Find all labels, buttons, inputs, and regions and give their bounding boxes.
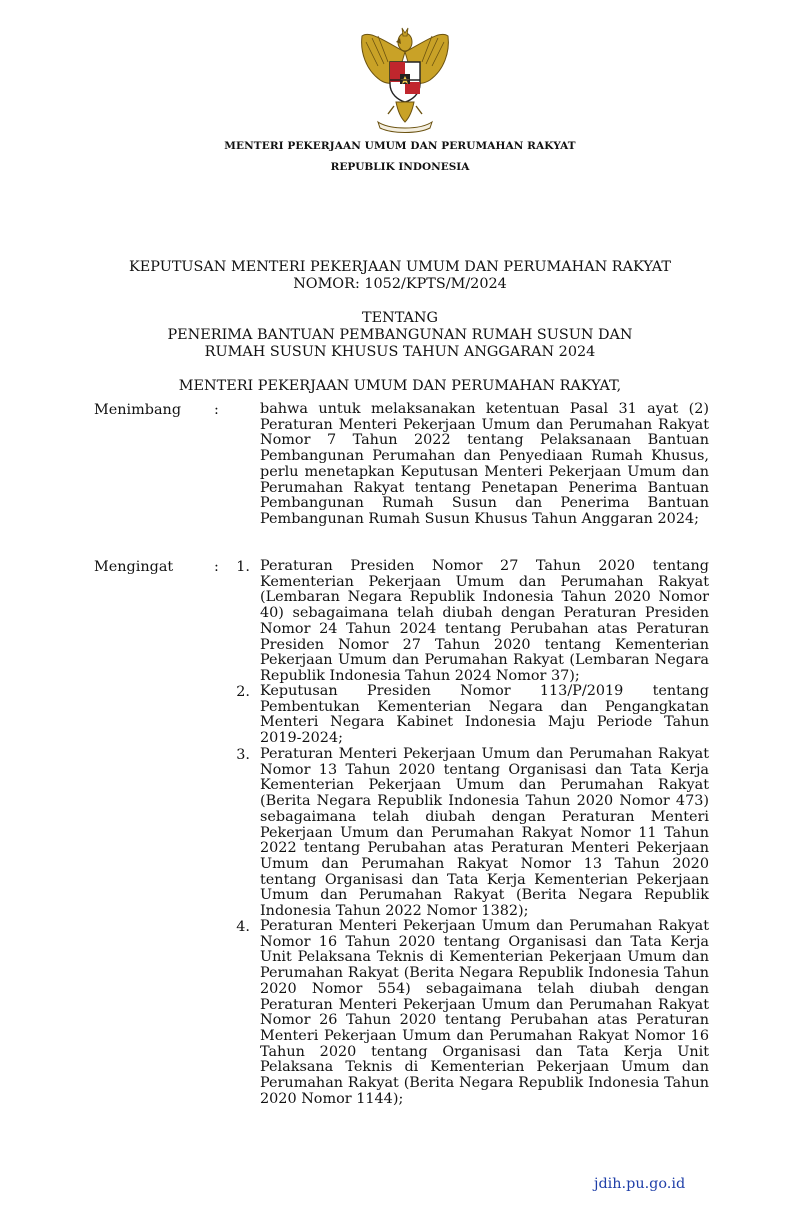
decree-number: NOMOR: 1052/KPTS/M/2024 (293, 276, 507, 292)
garuda-emblem (356, 22, 454, 134)
menimbang-colon: : (214, 402, 219, 418)
issuer-line: MENTERI PEKERJAAN UMUM DAN PERUMAHAN RAKYAT, (178, 378, 622, 394)
mengingat-item-1-text: Peraturan Presiden Nomor 27 Tahun 2020 tentang Kementerian Pekerjaan Umum dan Perumahan Rakyat (Lembaran Negara Republik Indonesia Tahun 2020 Nomor 40) sebagaimana telah diubah dengan Peraturan Presiden Nomor 24 Tahun 2024 tentang Perubahan atas Peraturan Presiden Nomor 27 Tahun 2020 tentang Kementerian Pekerjaan Umum dan Perumahan Rakyat (Lembaran Negara Republik Indonesia Tahun 2024 Nomor 37); (260, 558, 709, 684)
mengingat-item-2-text: Keputusan Presiden Nomor 113/P/2019 tentang Pembentukan Kementerian Negara dan Pengangkatan Menteri Negara Kabinet Indonesia Maju Periode Tahun 2019-2024; (260, 683, 709, 747)
mengingat-label: Mengingat (94, 559, 174, 575)
garuda-icon (356, 22, 454, 134)
footer-website: jdih.pu.go.id (594, 1176, 686, 1192)
mengingat-colon: : (214, 559, 219, 575)
mengingat-item-4-text: Peraturan Menteri Pekerjaan Umum dan Perumahan Rakyat Nomor 16 Tahun 2020 tentang Organisasi dan Tata Kerja Unit Pelaksana Teknis di Kementerian Pekerjaan Umum dan Perumahan Rakyat (Berita Negara Republik Indonesia Tahun 2020 Nomor 554) sebagaimana telah diubah dengan Peraturan Menteri Pekerjaan Umum dan Perumahan Rakyat Nomor 26 Tahun 2020 tentang Perubahan atas Peraturan Menteri Pekerjaan Umum dan Perumahan Rakyat Nomor 16 Tahun 2020 tentang Organisasi dan Tata Kerja Unit Pelaksana Teknis di Kementerian Pekerjaan Umum dan Perumahan Rakyat (Berita Negara Republik Indonesia Tahun 2020 Nomor 1144); (260, 918, 709, 1107)
mengingat-item-4-number: 4. (236, 919, 250, 935)
country-heading: REPUBLIK INDONESIA (330, 161, 470, 173)
decree-subject-line-1: PENERIMA BANTUAN PEMBANGUNAN RUMAH SUSUN DAN (167, 327, 633, 343)
menimbang-text: bahwa untuk melaksanakan ketentuan Pasal 31 ayat (2) Peraturan Menteri Pekerjaan Umum dan Perumahan Rakyat Nomor 7 Tahun 2022 tentang Pelaksanaan Bantuan Pembangunan Perumahan dan Penyediaan Rumah Khusus, perlu menetapkan Keputusan Menteri Pekerjaan Umum dan Perumahan Rakyat tentang Penetapan Penerima Bantuan Pembangunan Rumah Susun dan Penerima Bantuan Pembangunan Rumah Susun Khusus Tahun Anggaran 2024; (260, 401, 709, 527)
tentang-label: TENTANG (362, 310, 438, 326)
decree-subject-line-2: RUMAH SUSUN KHUSUS TAHUN ANGGARAN 2024 (204, 344, 596, 360)
mengingat-item-3-number: 3. (236, 747, 250, 763)
mengingat-item-2-number: 2. (236, 684, 250, 700)
ministry-heading: MENTERI PEKERJAAN UMUM DAN PERUMAHAN RAKYAT (224, 140, 576, 152)
mengingat-item-1-number: 1. (236, 559, 250, 575)
menimbang-label: Menimbang (94, 402, 182, 418)
decree-title-line-1: KEPUTUSAN MENTERI PEKERJAAN UMUM DAN PERUMAHAN RAKYAT (129, 259, 671, 275)
decree-title (0, 259, 800, 395)
mengingat-item-3-text: Peraturan Menteri Pekerjaan Umum dan Perumahan Rakyat Nomor 13 Tahun 2020 tentang Organisasi dan Tata Kerja Kementerian Pekerjaan Umum dan Perumahan Rakyat (Berita Negara Republik Indonesia Tahun 2020 Nomor 473) sebagaimana telah diubah dengan Peraturan Menteri Pekerjaan Umum dan Perumahan Rakyat Nomor 11 Tahun 2022 tentang Perubahan atas Peraturan Menteri Pekerjaan Umum dan Perumahan Rakyat Nomor 13 Tahun 2020 tentang Organisasi dan Tata Kerja Kementerian Pekerjaan Umum dan Perumahan Rakyat (Berita Negara Republik Indonesia Tahun 2022 Nomor 1382); (260, 746, 709, 920)
